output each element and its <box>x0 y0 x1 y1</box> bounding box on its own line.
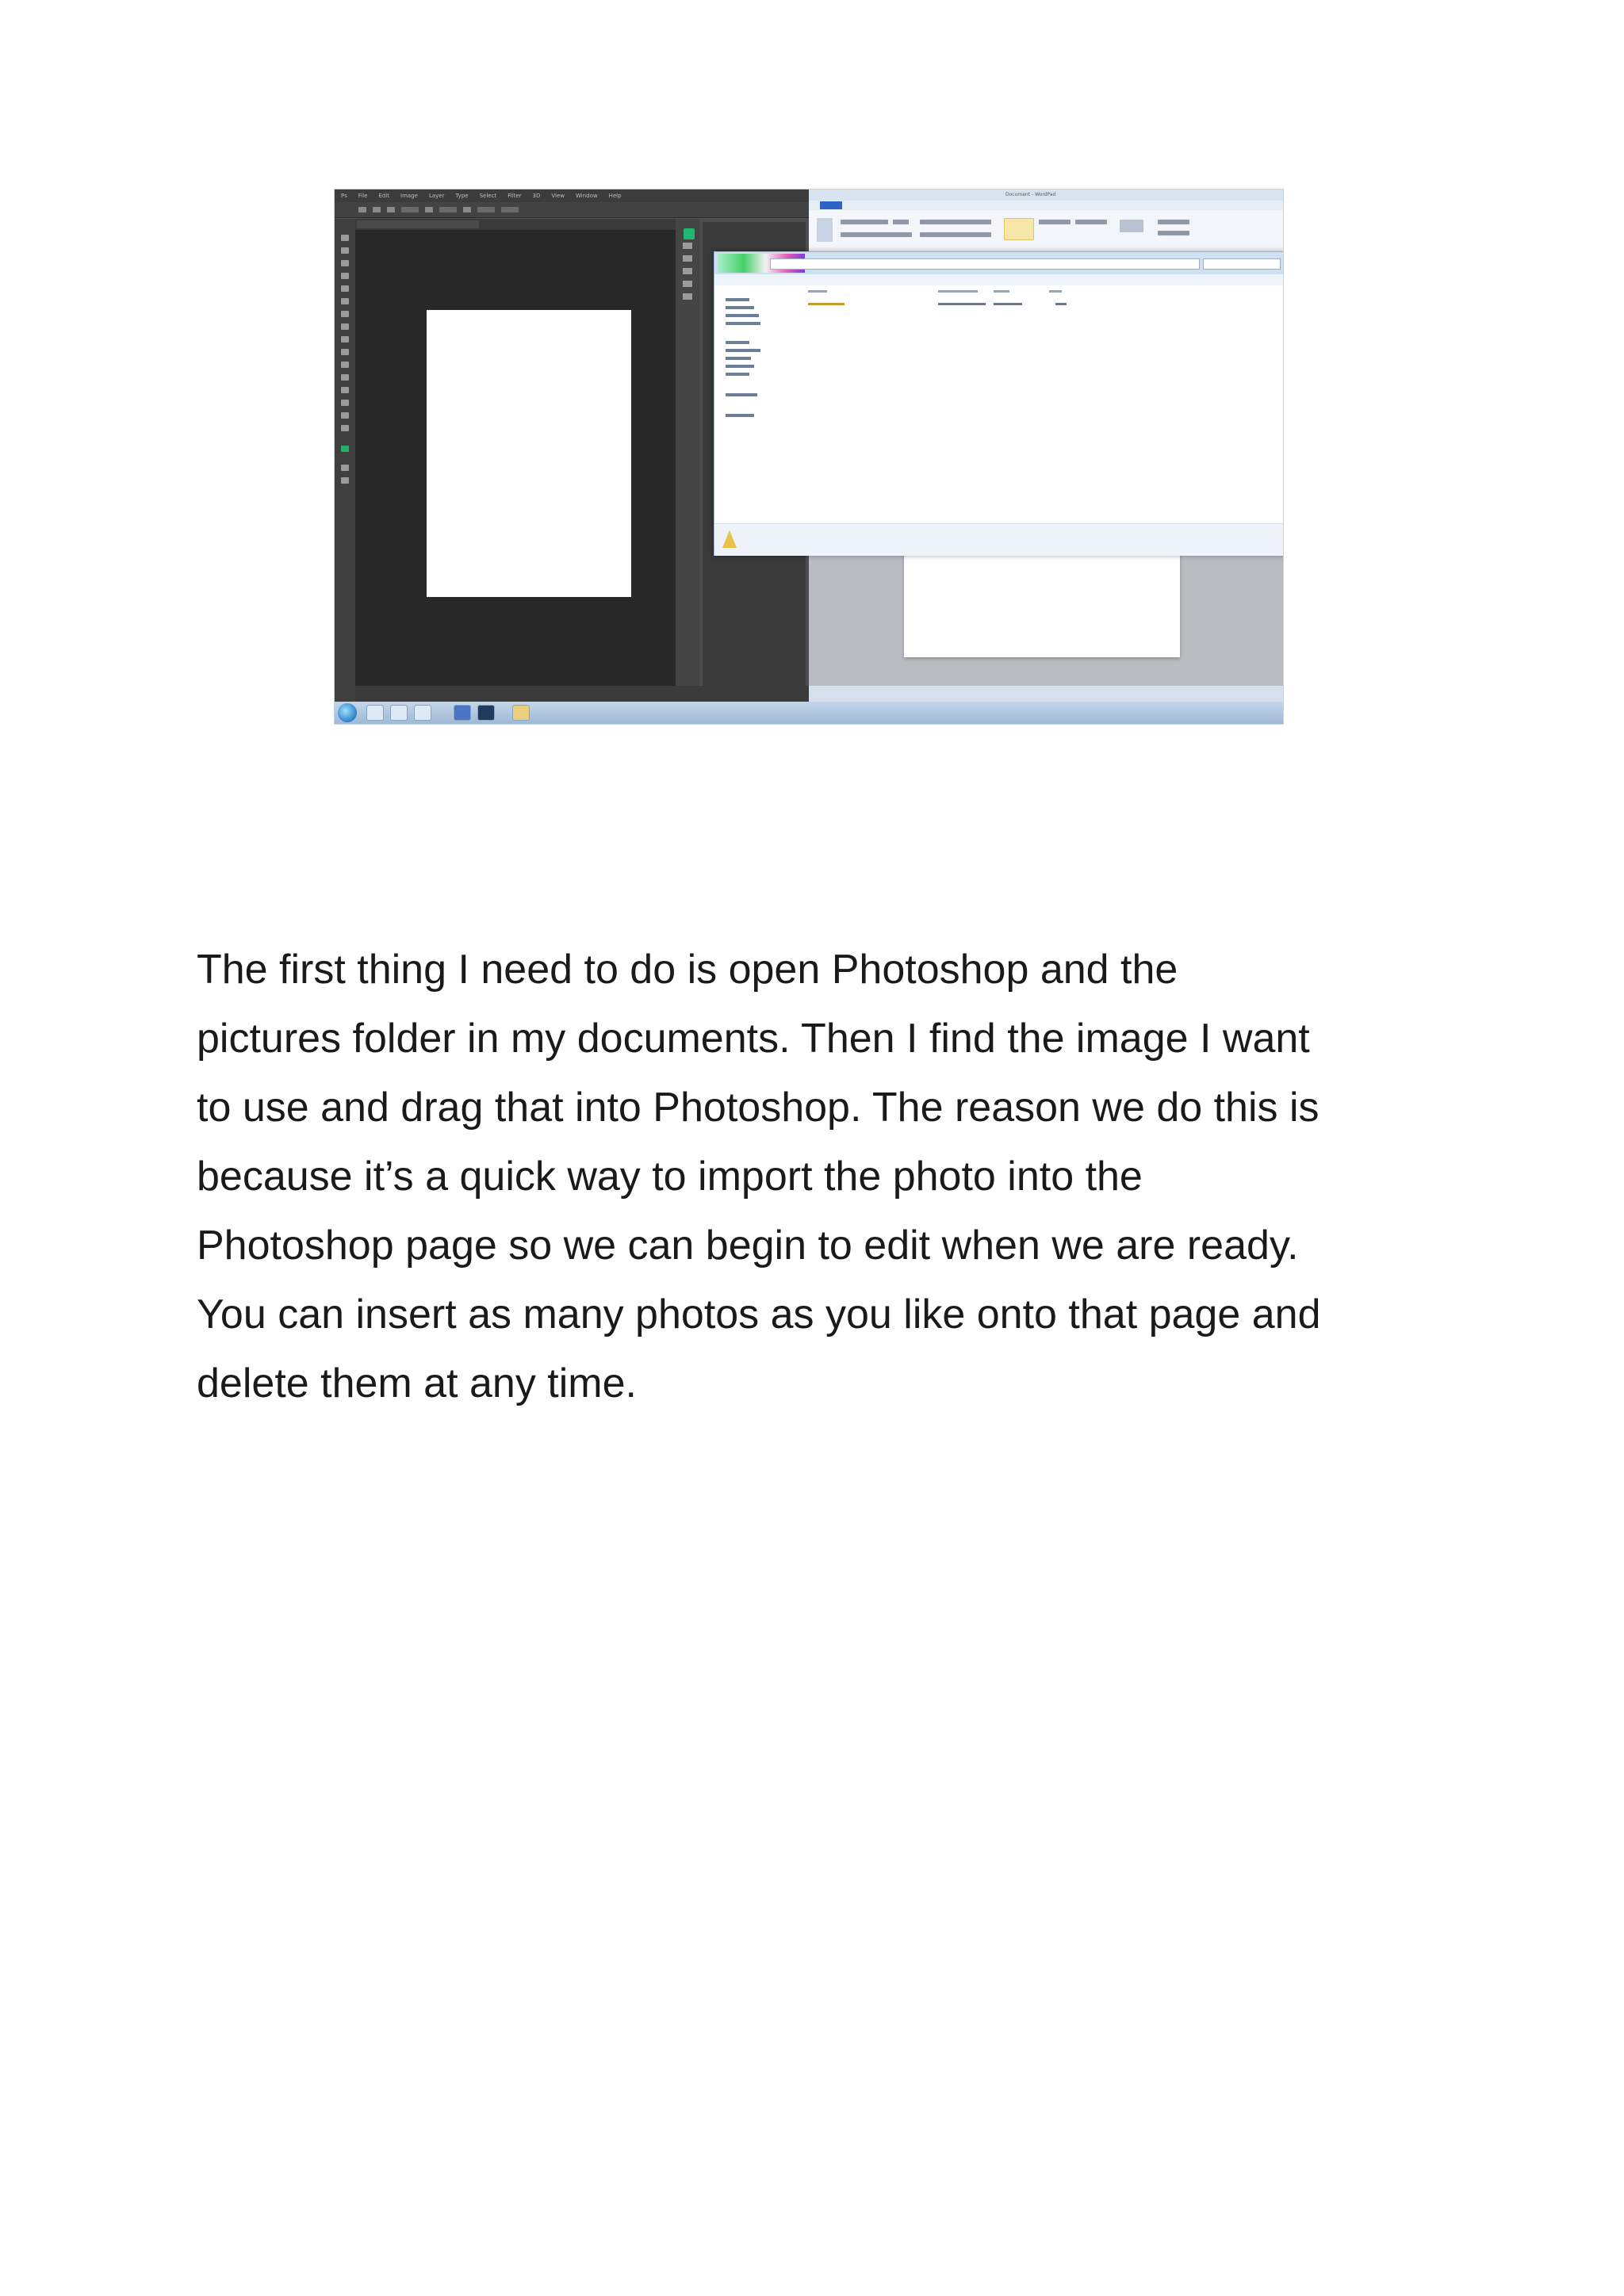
wordpad-titlebar <box>809 189 1283 201</box>
text-line: because it’s a quick way to import the photo into the <box>197 1154 1143 1200</box>
photoshop-options-bar <box>335 202 809 218</box>
menu-item: View <box>551 193 565 199</box>
photoshop-canvas-area <box>355 230 676 686</box>
photoshop-toolbox <box>335 219 355 702</box>
explorer-address-bar <box>714 252 1283 274</box>
text-line: The first thing I need to do is open Photoshop and the <box>197 947 1178 993</box>
wordpad-ribbon-tabs <box>809 201 1283 210</box>
text-line: delete them at any time. <box>197 1360 637 1406</box>
menu-item: Layer <box>428 193 445 199</box>
menu-item: Help <box>608 193 622 199</box>
taskbar-icon <box>477 705 495 721</box>
screenshot-figure <box>335 189 1283 724</box>
text-line: Photoshop page so we can begin to edit when we are ready. <box>197 1223 1299 1269</box>
wordpad-page <box>904 538 1180 657</box>
search-field <box>1203 258 1281 270</box>
wordpad-status-bar <box>809 686 1283 702</box>
explorer-nav-pane <box>714 285 803 523</box>
menu-item: 3D <box>532 193 541 199</box>
text-line: pictures folder in my documents. Then I find the image I want <box>197 1016 1310 1062</box>
wordpad-ribbon <box>809 210 1283 257</box>
menu-item: Type <box>455 193 469 199</box>
menu-item: Edit <box>378 193 390 199</box>
taskbar-icon <box>512 705 530 721</box>
folder-icon <box>722 530 737 548</box>
taskbar-icon <box>454 705 471 721</box>
explorer-command-bar <box>714 274 1283 286</box>
swatch-icon <box>684 228 695 239</box>
menu-item: File <box>358 193 368 199</box>
menu-item: Image <box>400 193 418 199</box>
wordpad-title: Document - WordPad <box>1005 192 1056 197</box>
menu-item: Window <box>576 193 598 199</box>
menu-item: Filter <box>508 193 522 199</box>
windows-taskbar <box>335 702 1283 724</box>
photoshop-status-bar <box>355 686 809 702</box>
address-field <box>770 258 1200 270</box>
text-line: to use and drag that into Photoshop. The reason we do this is <box>197 1085 1320 1131</box>
document-tab <box>357 220 479 228</box>
photoshop-menubar <box>335 189 809 202</box>
taskbar-icon <box>414 705 431 721</box>
explorer-window <box>714 251 1283 556</box>
instruction-paragraph <box>197 936 1481 1418</box>
menu-item: Ps <box>341 193 347 199</box>
text-line: You can insert as many photos as you like onto that page and <box>197 1292 1321 1337</box>
blank-document-canvas <box>427 310 631 597</box>
menu-item: Select <box>479 193 497 199</box>
file-tab <box>820 201 842 209</box>
explorer-details-pane <box>714 523 1283 556</box>
taskbar-icon <box>366 705 384 721</box>
start-button-icon <box>338 703 357 722</box>
explorer-file-list <box>803 285 1283 523</box>
taskbar-icon <box>390 705 408 721</box>
